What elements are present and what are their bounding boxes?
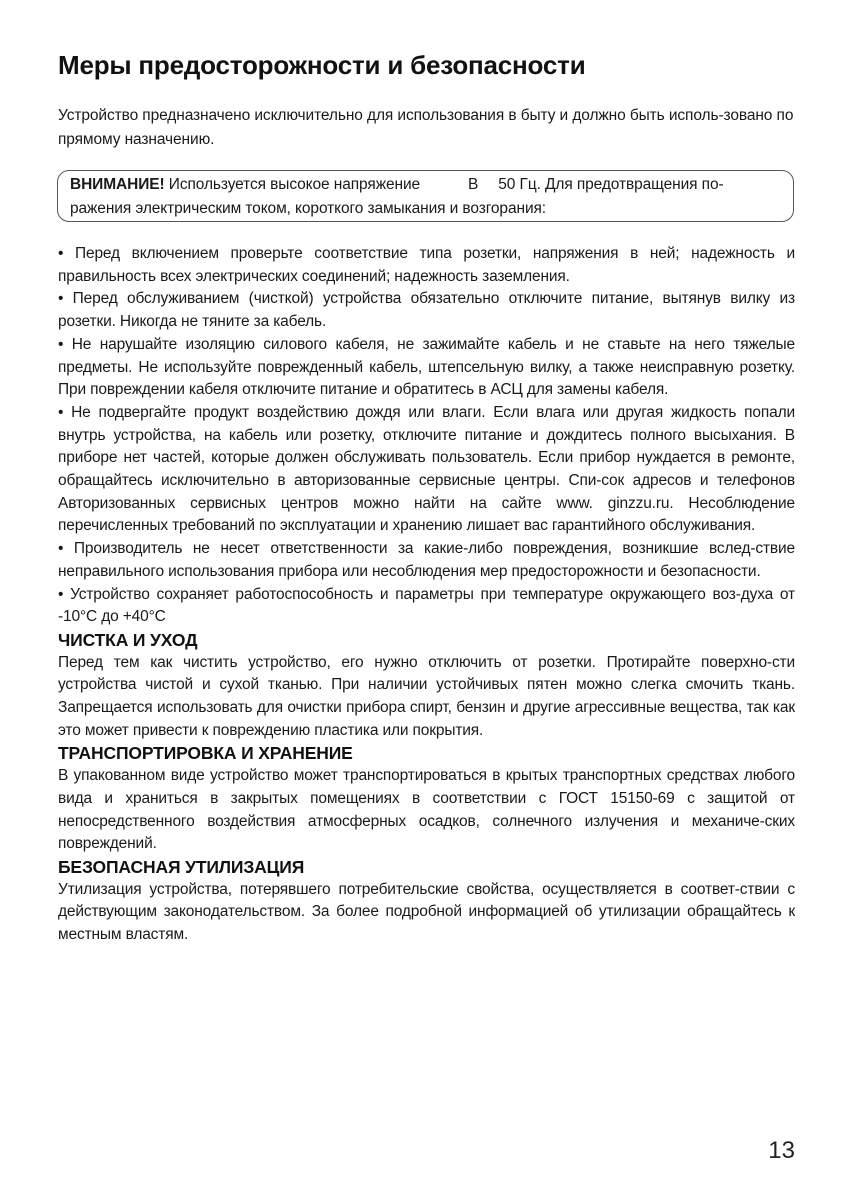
section-text-disposal: Утилизация устройства, потерявшего потребительские свойства, осуществляется в соответ-ствии с действующим законодательством. За более подробной информацией об утилизации обращайтесь к местным властям. bbox=[58, 880, 795, 944]
warning-text-part2: 50 Гц. Для предотвращения по-ражения электрическим током, короткого замыкания и возгорания: bbox=[70, 176, 724, 217]
bullet-item: • Устройство сохраняет работоспособность и параметры при температуре окружающего воз-духа от -10°C до +40°C bbox=[58, 585, 795, 626]
bullet-item: • Перед обслуживанием (чисткой) устройства обязательно отключите питание, вытянув вилку из розетки. Никогда не тяните за кабель. bbox=[58, 290, 795, 331]
page-title: Меры предосторожности и безопасности bbox=[58, 50, 586, 80]
section-text-cleaning: Перед тем как чистить устройство, его нужно отключить от розетки. Протирайте поверхно-сти устройства чистой и сухой тканью. При наличии устойчивых пятен можно слегка смочить ткань. Запрещается использовать для очистки прибора спирт, бензин и другие агрессивные вещества, так как это может привести к повреждению пластика или покрытия. bbox=[58, 653, 795, 739]
section-heading-disposal: БЕЗОПАСНАЯ УТИЛИЗАЦИЯ bbox=[58, 856, 305, 877]
section-heading-cleaning: ЧИСТКА И УХОД bbox=[58, 629, 198, 650]
bullet-item: • Производитель не несет ответственности за какие-либо повреждения, возникшие вслед-ствие неправильного использования прибора или несоблюдения мер предосторожности и безопасности. bbox=[58, 540, 795, 580]
intro-paragraph: Устройство предназначено исключительно для использования в быту и должно быть исполь-зовано по прямому назначению. bbox=[58, 107, 794, 148]
warning-label: ВНИМАНИЕ! bbox=[70, 176, 165, 193]
bullet-item: • Перед включением проверьте соответствие типа розетки, напряжения в ней; надежность и правильность всех электрических соединений; надежность заземления. bbox=[58, 245, 795, 285]
voltage-unit: В bbox=[468, 176, 479, 193]
section-text-transport: В упакованном виде устройство может транспортироваться в крытых транспортных средствах любого вида и храниться в закрытых помещениях в соответствии с ГОСТ 15150-69 с защитой от непосредственного воздействия атмосферных осадков, солнечного излучения и механиче-ских повреждений. bbox=[58, 767, 795, 853]
section-heading-transport: ТРАНСПОРТИРОВКА И ХРАНЕНИЕ bbox=[58, 743, 353, 764]
page-number: 13 bbox=[768, 1137, 795, 1164]
warning-text-part1: Используется высокое напряжение bbox=[164, 176, 421, 193]
body-text bbox=[58, 243, 795, 947]
bullet-item: • Не нарушайте изоляцию силового кабеля, не зажимайте кабель и не ставьте на него тяжелые предметы. Не используйте поврежденный кабель, штепсельную вилку, а также неисправную розетку. При повреждении кабеля отключите питание и обратитесь в АСЦ для замены кабеля. bbox=[58, 335, 795, 399]
bullet-item: • Не подвергайте продукт воздействию дождя или влаги. Если влага или другая жидкость попали внутрь устройства, на кабель или розетку, отключите питание и дождитесь полного высыхания. В приборе нет частей, которые должен обслуживать пользователь. Если прибор нуждается в ремонте, обращайтесь исключительно в авторизованные сервисные центры. Спи-сок адресов и телефонов Авторизованных сервисных центров можно найти на сайте www. ginzzu.ru. Несоблюдение перечисленных требований по эксплуатации и хранению лишает вас гарантийного обслуживания. bbox=[58, 403, 795, 535]
warning-box bbox=[57, 170, 794, 222]
